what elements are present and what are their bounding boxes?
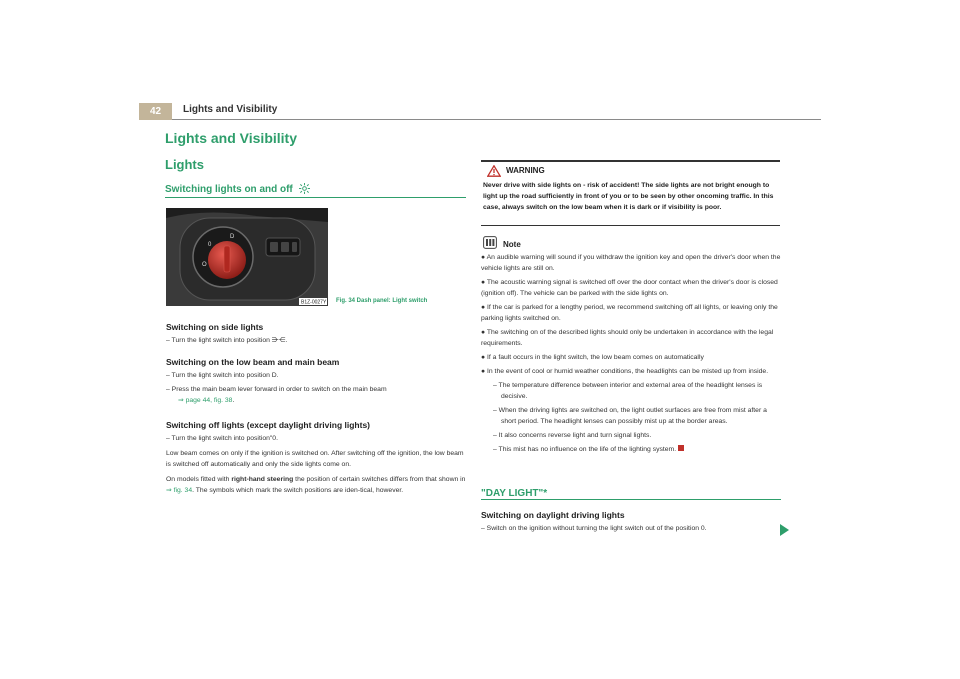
header-divider <box>172 119 821 120</box>
note-list <box>481 252 781 458</box>
note-item: ● The switching on of the described lights should only be undertaken in accordance with the legal requirements. <box>481 329 774 347</box>
fig-34-link[interactable]: ⇒ fig. 34 <box>166 487 193 494</box>
note-item: ● If a fault occurs in the light switch, the low beam comes on automatically <box>481 354 704 361</box>
warning-title: WARNING <box>506 166 545 175</box>
figure-caption: Fig. 34 Dash panel: Light switch <box>336 298 428 304</box>
next-page-arrow-icon[interactable] <box>780 524 789 536</box>
end-square-icon <box>678 445 684 451</box>
side-lights-heading: Switching on side lights <box>166 322 264 332</box>
low-beam-block: Switching on the low beam and main beam – Turn the light switch into position D. – Press the main beam lever forward in order to switch on the main beam ⇒ page 44, fig. 38. <box>166 357 466 406</box>
day-light-title: "DAY LIGHT"* <box>481 488 548 499</box>
running-header: Lights and Visibility <box>183 104 278 115</box>
low-beam-step-2: – Press the main beam lever forward in order to switch on the main beam <box>166 386 387 393</box>
lights-off-step: – Turn the light switch into position"0. <box>166 435 278 442</box>
right-hand-steering-paragraph: On models fitted with right-hand steering the position of certain switches differs from that shown in ⇒ fig. 34. The symbols which mark the switch positions are iden-tical, however. <box>166 476 466 494</box>
day-light-divider <box>481 499 781 500</box>
warning-text: Never drive with side lights on - risk of accident! The side lights are not bright enough to light up the road sufficiently in front of you or to be seen by other oncoming traffic. In this case, always switch on the low beam when it is dark or if visibility is poor. <box>483 182 774 211</box>
page-44-link[interactable]: ⇒ page 44, fig. 38 <box>178 397 233 404</box>
note-item: ● If the car is parked for a lengthy period, we recommend switching off all lights, or leaving only the parking lights switched on. <box>481 304 778 322</box>
day-light-step: – Switch on the ignition without turning the light switch out of the position 0. <box>481 525 707 532</box>
note-item: ● In the event of cool or humid weather conditions, the headlights can be misted up from inside. <box>481 368 769 375</box>
section-title: Lights <box>165 157 204 172</box>
side-light-symbol-icon: ⋺⋲. <box>271 337 288 344</box>
dial-label-o: O <box>202 262 207 268</box>
note-sub-item: – The temperature difference between interior and external area of the headlight lenses is decisive. <box>493 382 763 400</box>
low-beam-symbol-icon: D. <box>271 372 279 379</box>
day-light-block <box>481 510 781 534</box>
note-item: ● The acoustic warning signal is switched off over the door contact when the driver's door is closed (ignition off). The vehicle can be parked with the side lights on. <box>481 279 778 297</box>
side-lights-block <box>166 322 466 346</box>
side-lights-step: – Turn the light switch into position ⋺⋲. <box>166 337 288 344</box>
day-light-heading: Switching on daylight driving lights <box>481 510 625 520</box>
chapter-title: Lights and Visibility <box>165 130 297 146</box>
note-sub-item: – It also concerns reverse light and turn signal lights. <box>493 432 652 439</box>
subsection-divider <box>165 197 466 198</box>
lights-off-heading: Switching off lights (except daylight driving lights) <box>166 420 371 430</box>
sun-icon <box>299 183 310 197</box>
low-beam-heading: Switching on the low beam and main beam <box>166 357 340 367</box>
note-title: Note <box>503 240 521 249</box>
subsection-title <box>165 183 310 197</box>
note-sub-item: – When the driving lights are switched on, the light outlet surfaces are free from mist after a short period. The headlight lenses can possibly mist up at the border areas. <box>493 407 767 425</box>
page-number: 42 <box>139 103 172 120</box>
light-switch-photo <box>166 208 328 306</box>
low-beam-step-1: – Turn the light switch into position D. <box>166 372 279 379</box>
figure-code: B1Z-0027Y <box>301 299 327 306</box>
note-sub-item: – This mist has no influence on the life of the lighting system. <box>489 444 781 455</box>
note-item: ● An audible warning will sound if you withdraw the ignition key and open the driver's door when the vehicle lights are still on. <box>481 254 781 272</box>
dial-label-0: 0 <box>208 242 212 248</box>
subsection-title-text: Switching lights on and off <box>165 184 293 195</box>
low-beam-paragraph: Low beam comes on only if the ignition is switched on. After switching off the ignition, the low beam is switched off automatically and only the side lights come on. <box>166 450 464 468</box>
dial-label-d: D <box>230 234 235 240</box>
lights-off-block <box>166 420 466 496</box>
